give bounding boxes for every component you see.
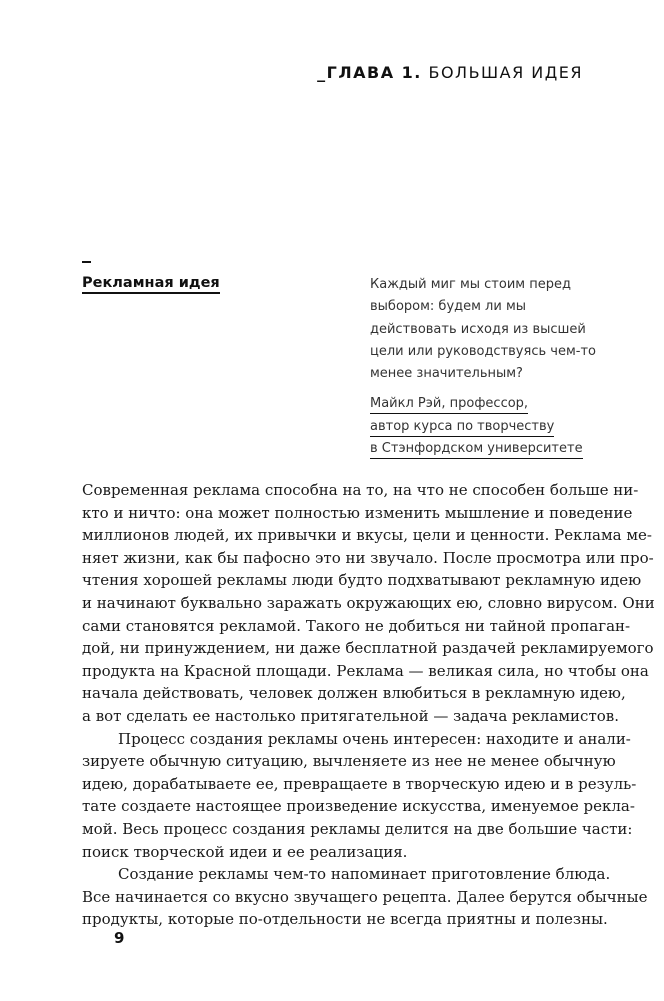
paragraph-line: начала действовать, человек должен влюбиться в рекламную идею,: [82, 684, 626, 703]
epigraph-line: действовать исходя из высшей: [370, 321, 586, 337]
chapter-title: БОЛЬШАЯ ИДЕЯ: [428, 63, 583, 82]
paragraph-line: няет жизни, как бы пафосно это ни звучало. После просмотра или про-: [82, 548, 654, 567]
paragraph-line: продукты, которые по-отдельности не всегда приятны и полезны.: [82, 910, 608, 929]
running-header: [317, 63, 583, 82]
chapter-number: _ГЛАВА 1.: [317, 63, 422, 82]
paragraph-line: Все начинается со вкусно звучащего рецепта. Далее берутся обычные: [82, 887, 648, 906]
paragraph-line: миллионов людей, их привычки и вкусы, цели и ценности. Реклама ме-: [82, 526, 652, 545]
page-number: 9: [114, 929, 125, 947]
paragraph-line: чтения хорошей рекламы люди будто подхватывают рекламную идею: [82, 571, 642, 590]
attribution-line: Майкл Рэй, профессор,: [370, 395, 528, 414]
epigraph: [370, 274, 596, 385]
attribution-line: автор курса по творчеству: [370, 418, 554, 437]
body-text: [82, 479, 655, 931]
paragraph-line: поиск творческой идеи и ее реализация.: [82, 842, 408, 861]
section-dash: [82, 261, 91, 263]
paragraph-line: идею, дорабатываете ее, превращаете в творческую идею и в резуль-: [82, 774, 637, 793]
epigraph-attribution: [370, 395, 583, 463]
epigraph-line: менее значительным?: [370, 366, 523, 382]
paragraph-line: и начинают буквально заражать окружающих ею, словно вирусом. Они: [82, 593, 655, 612]
paragraph-line: Процесс создания рекламы очень интересен: находите и анали-: [118, 729, 631, 748]
paragraph-line: кто и ничто: она может полностью изменить мышление и поведение: [82, 503, 633, 522]
paragraph-line: тате создаете настоящее произведение искусства, именуемое рекла-: [82, 797, 635, 816]
epigraph-line: цели или руководствуясь чем-то: [370, 343, 596, 359]
epigraph-line: выбором: будем ли мы: [370, 299, 527, 315]
paragraph-line: мой. Весь процесс создания рекламы делится на две большие части:: [82, 819, 633, 838]
paragraph-line: зируете обычную ситуацию, вычленяете из нее не менее обычную: [82, 752, 616, 771]
paragraph-line: продукта на Красной площади. Реклама — великая сила, но чтобы она: [82, 661, 649, 680]
paragraph-line: Создание рекламы чем-то напоминает приготовление блюда.: [118, 865, 611, 884]
paragraph-line: сами становятся рекламой. Такого не добиться ни тайной пропаган-: [82, 616, 631, 635]
paragraph-line: дой, ни принуждением, ни даже бесплатной раздачей рекламируемого: [82, 639, 654, 658]
section-title: Рекламная идея: [82, 275, 220, 294]
paragraph-line: а вот сделать ее настолько притягательной — задача рекламистов.: [82, 706, 619, 725]
epigraph-line: Каждый миг мы стоим перед: [370, 277, 571, 292]
attribution-line: в Стэнфордском университете: [370, 440, 583, 459]
paragraph-line: Современная реклама способна на то, на что не способен больше ни-: [82, 481, 639, 499]
